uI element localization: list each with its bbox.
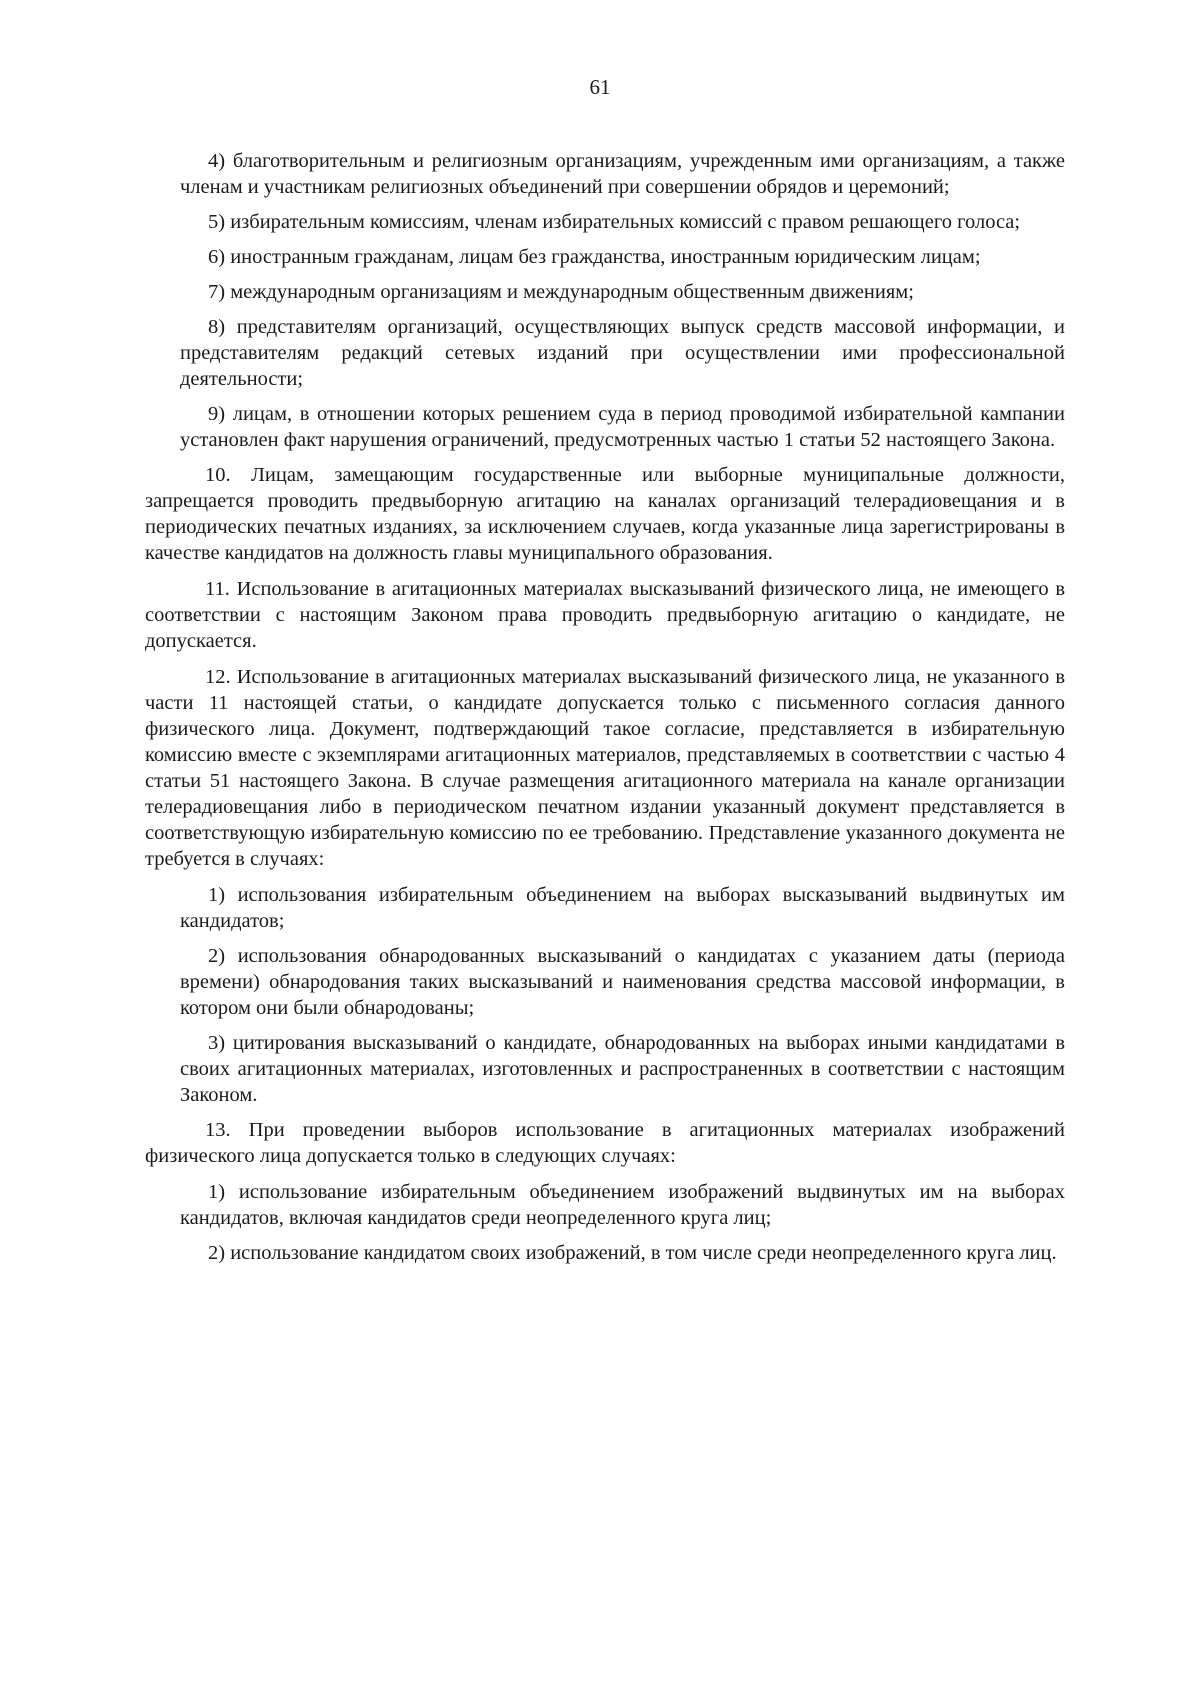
list-item: 3) цитирования высказываний о кандидате, обнародованных на выборах иными кандидатами в своих агитационных материалах, изготовленных и распространенных в соответствии с настоящим Законом. (180, 1032, 1065, 1106)
list-items-12 (145, 882, 1065, 1108)
list-items-4-9 (145, 148, 1065, 453)
list-item: 7) международным организациям и международным общественным движениям; (208, 281, 914, 303)
document-body (145, 148, 1065, 1275)
list-item: 1) использования избирательным объединением на выборах высказываний выдвинутых им кандидатов; (180, 884, 1065, 932)
paragraph-13: 13. При проведении выборов использование в агитационных материалах изображений физического лица допускается только в следующих случаях: (145, 1119, 1065, 1167)
list-item: 8) представителям организаций, осуществляющих выпуск средств массовой информации, и представителям редакций сетевых изданий при осуществлении ими профессиональной деятельности; (180, 316, 1065, 390)
list-item: 2) использования обнародованных высказываний о кандидатах с указанием даты (периода времени) обнародования таких высказываний и наименования средства массовой информации, в котором они были обнародованы; (180, 945, 1065, 1019)
list-items-13 (145, 1179, 1065, 1266)
paragraph-11: 11. Использование в агитационных материалах высказываний физического лица, не имеющего в соответствии с настоящим Законом права проводить предвыборную агитацию о кандидате, не допускается. (145, 578, 1065, 652)
page-number: 61 (589, 75, 611, 99)
list-item: 1) использование избирательным объединением изображений выдвинутых им на выборах кандидатов, включая кандидатов среди неопределенного круга лиц; (180, 1181, 1065, 1229)
list-item: 9) лицам, в отношении которых решением суда в период проводимой избирательной кампании установлен факт нарушения ограничений, предусмотренных частью 1 статьи 52 настоящего Закона. (180, 403, 1065, 451)
list-item: 6) иностранным гражданам, лицам без гражданства, иностранным юридическим лицам; (208, 246, 981, 268)
paragraph-12: 12. Использование в агитационных материалах высказываний физического лица, не указанного в части 11 настоящей статьи, о кандидате допускается только с письменного согласия данного физического лица. Документ, подтверждающий такое согласие, представляется в избирательную комиссию вместе с экземплярами агитационных материалов, представляемых в соответствии с частью 4 статьи 51 настоящего Закона. В случае размещения агитационного материала на канале организации телерадиовещания либо в периодическом печатном издании указанный документ представляется в соответствующую избирательную комиссию по ее требованию. Представление указанного документа не требуется в случаях: (145, 666, 1065, 870)
paragraph-10: 10. Лицам, замещающим государственные или выборные муниципальные должности, запрещается проводить предвыборную агитацию на каналах организаций телерадиовещания и в периодических печатных изданиях, за исключением случаев, когда указанные лица зарегистрированы в качестве кандидатов на должность главы муниципального образования. (145, 464, 1065, 564)
list-item: 4) благотворительным и религиозным организациям, учрежденным ими организациям, а также членам и участникам религиозных объединений при совершении обрядов и церемоний; (180, 150, 1065, 198)
list-item: 5) избирательным комиссиям, членам избирательных комиссий с правом решающего голоса; (208, 211, 1021, 233)
list-item: 2) использование кандидатом своих изображений, в том числе среди неопределенного круга лиц. (208, 1242, 1057, 1264)
